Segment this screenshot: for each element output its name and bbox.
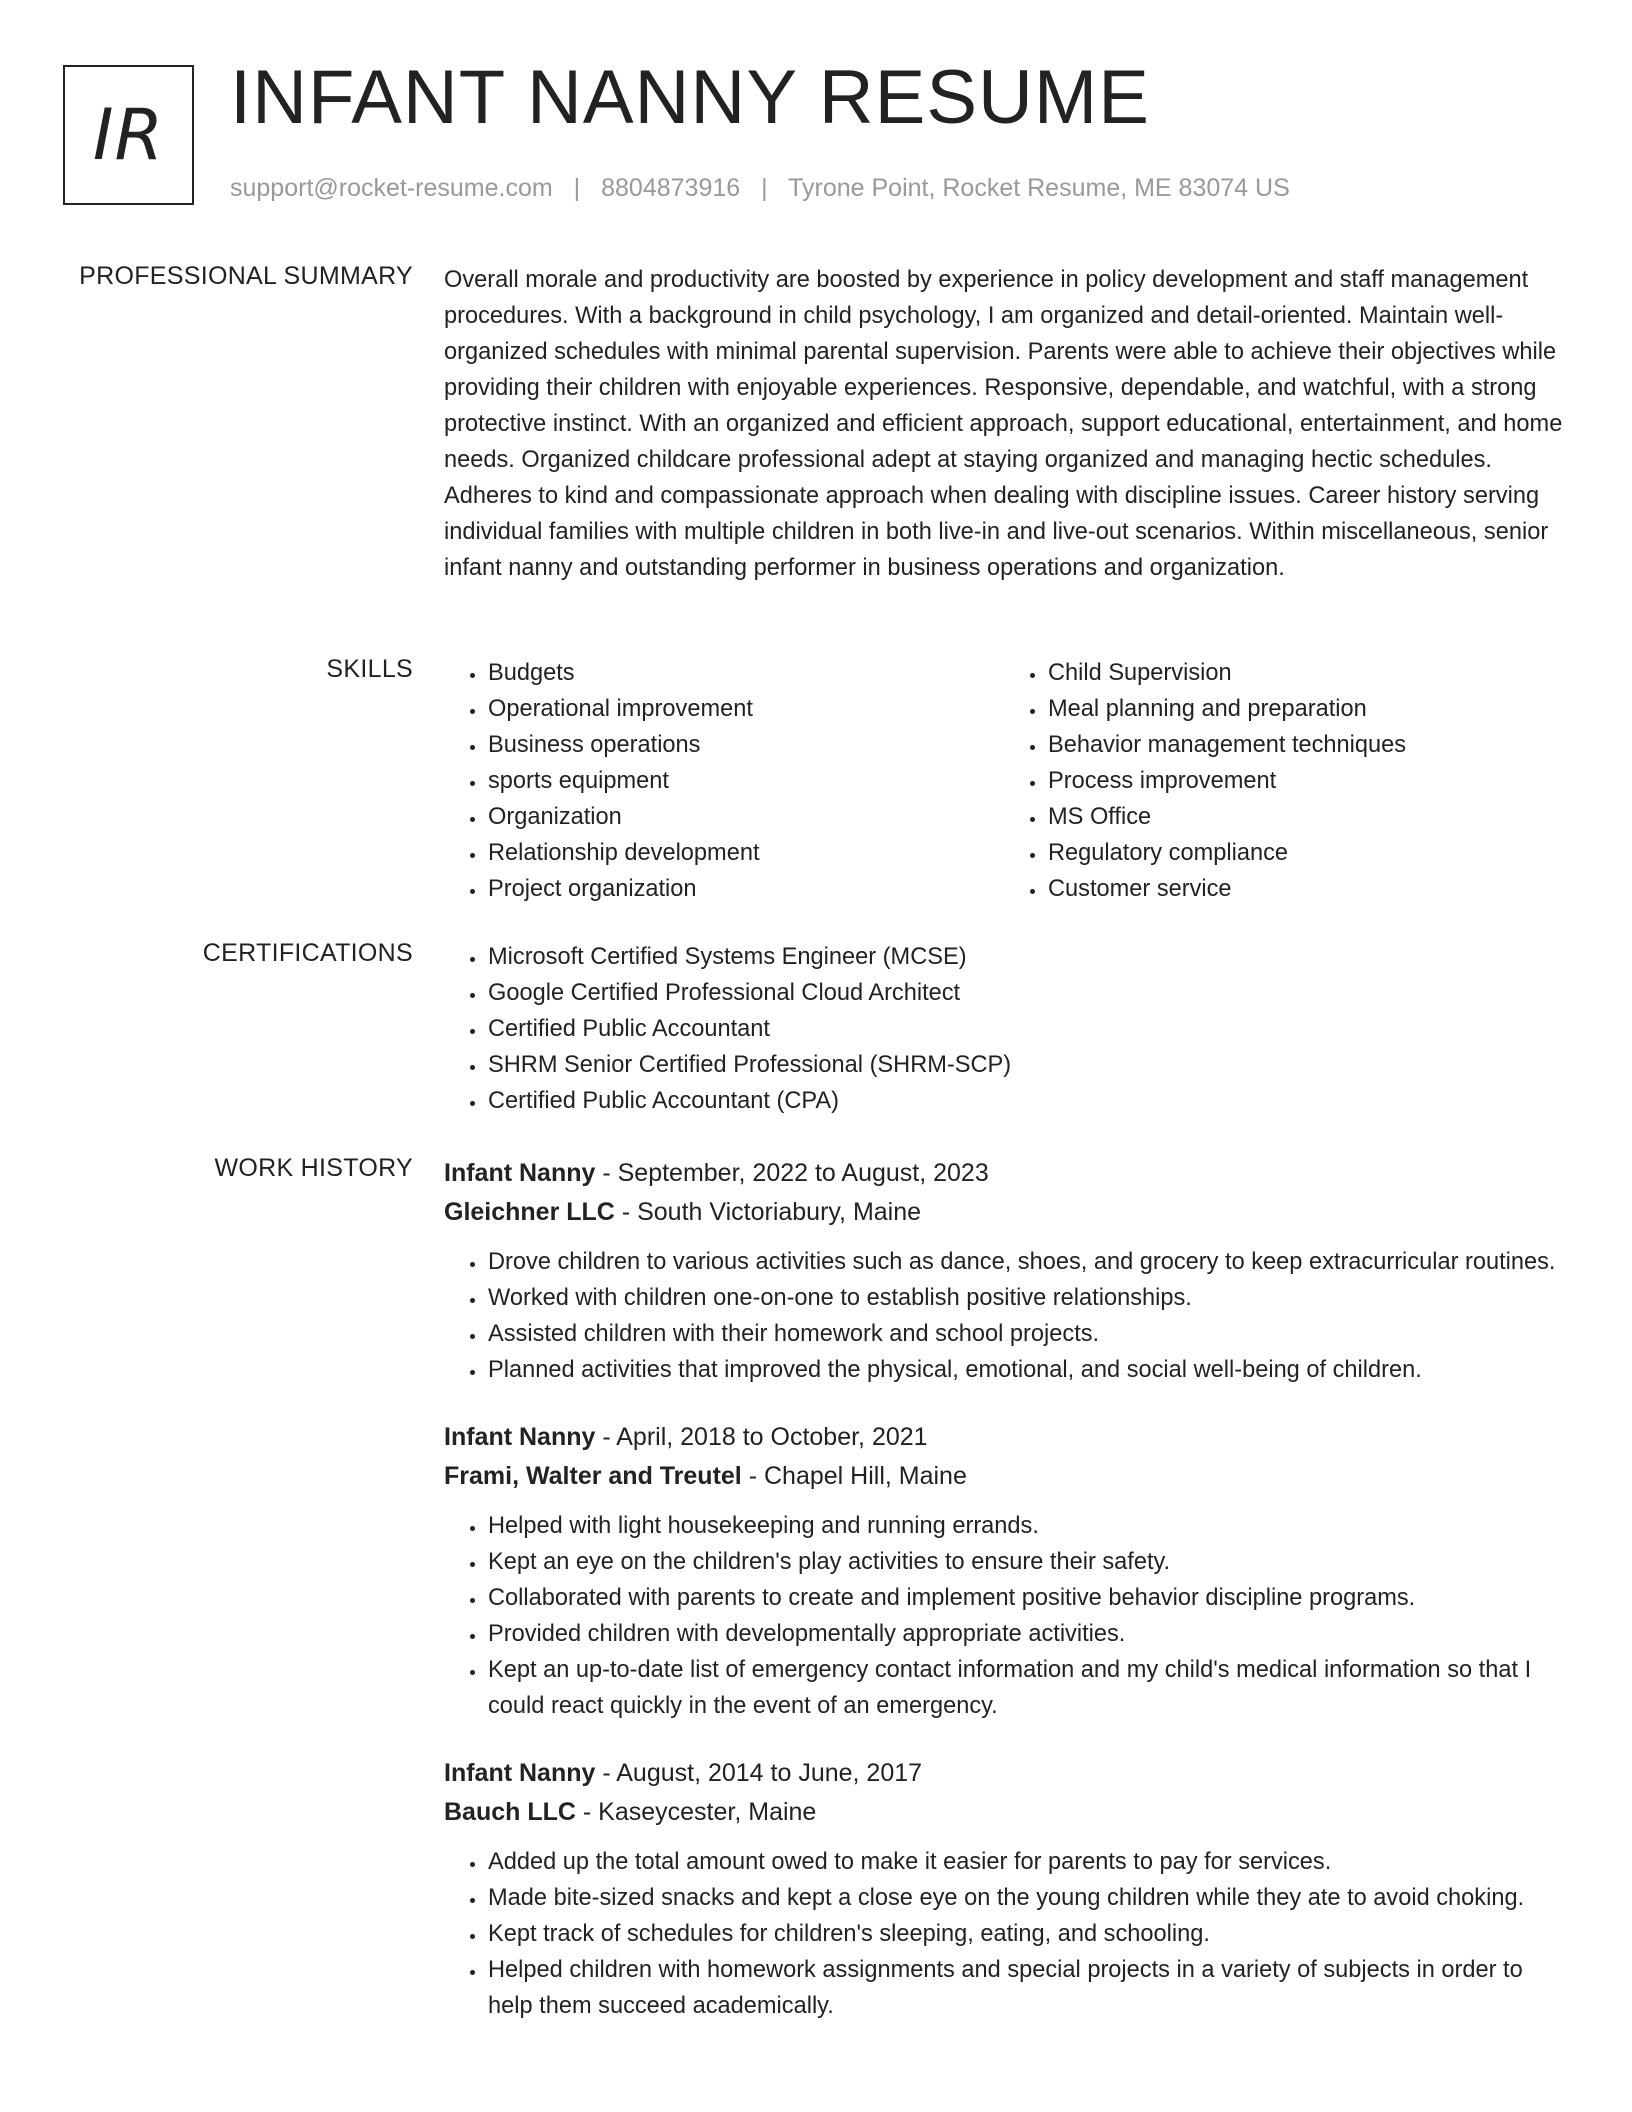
certification-item: • Certified Public Accountant bbox=[487, 1011, 1564, 1047]
job-entry bbox=[444, 1754, 1564, 2024]
section-label-certifications: CERTIFICATIONS bbox=[202, 939, 413, 967]
contact-separator: | bbox=[573, 174, 581, 202]
skill-item: • Behavior management techniques bbox=[1047, 727, 1564, 763]
job-company-line bbox=[444, 1457, 1564, 1496]
contact-email[interactable]: support@rocket-resume.com bbox=[230, 174, 553, 202]
skill-item: • sports equipment bbox=[487, 763, 1004, 799]
job-bullet: • Kept an eye on the children's play activities to ensure their safety. bbox=[487, 1544, 1564, 1580]
job-location: - Kaseycester, Maine bbox=[575, 1798, 817, 1826]
job-bullet: • Made bite-sized snacks and kept a close eye on the young children while they ate to avoid choking. bbox=[487, 1880, 1564, 1916]
job-bullet: • Helped with light housekeeping and running errands. bbox=[487, 1508, 1564, 1544]
job-company-line bbox=[444, 1793, 1564, 1832]
certification-item: • Certified Public Accountant (CPA) bbox=[487, 1083, 1564, 1119]
job-title-line bbox=[444, 1754, 1564, 1793]
job-bullets bbox=[444, 1508, 1564, 1724]
skill-item: • Child Supervision bbox=[1047, 655, 1564, 691]
skill-item: • Customer service bbox=[1047, 871, 1564, 907]
job-bullet: • Helped children with homework assignments and special projects in a variety of subjects in order to help them succeed academically. bbox=[487, 1952, 1564, 2024]
certification-item: • Google Certified Professional Cloud Architect bbox=[487, 975, 1564, 1011]
skill-item: • Regulatory compliance bbox=[1047, 835, 1564, 871]
skills-list-right bbox=[1004, 655, 1564, 907]
skills-list-left bbox=[444, 655, 1004, 907]
certification-item: • Microsoft Certified Systems Engineer (MCSE) bbox=[487, 939, 1564, 975]
job-bullet: • Planned activities that improved the physical, emotional, and social well-being of children. bbox=[487, 1352, 1564, 1388]
section-label-skills: SKILLS bbox=[326, 655, 413, 683]
job-entry bbox=[444, 1154, 1564, 1388]
contact-phone[interactable]: 8804873916 bbox=[601, 174, 741, 202]
job-bullet: • Worked with children one-on-one to establish positive relationships. bbox=[487, 1280, 1564, 1316]
job-company: Bauch LLC bbox=[444, 1798, 576, 1826]
job-bullets bbox=[444, 1244, 1564, 1388]
job-company: Gleichner LLC bbox=[444, 1198, 615, 1226]
job-dates: - April, 2018 to October, 2021 bbox=[595, 1423, 928, 1451]
certification-item: • SHRM Senior Certified Professional (SHRM-SCP) bbox=[487, 1047, 1564, 1083]
skill-item: • Relationship development bbox=[487, 835, 1004, 871]
job-bullets bbox=[444, 1844, 1564, 2024]
job-dates: - August, 2014 to June, 2017 bbox=[595, 1759, 923, 1787]
job-location: - South Victoriabury, Maine bbox=[614, 1198, 922, 1226]
skill-item: • Operational improvement bbox=[487, 691, 1004, 727]
skill-item: • MS Office bbox=[1047, 799, 1564, 835]
job-bullet: • Assisted children with their homework and school projects. bbox=[487, 1316, 1564, 1352]
monogram-initials: IR bbox=[92, 94, 165, 176]
job-title-line bbox=[444, 1154, 1564, 1193]
monogram-logo bbox=[63, 65, 194, 205]
skill-item: • Meal planning and preparation bbox=[1047, 691, 1564, 727]
contact-line bbox=[230, 174, 1290, 203]
section-label-summary: PROFESSIONAL SUMMARY bbox=[79, 262, 413, 290]
job-title: Infant Nanny bbox=[444, 1159, 596, 1187]
resume-title: INFANT NANNY RESUME bbox=[230, 55, 1150, 140]
job-company: Frami, Walter and Treutel bbox=[444, 1462, 742, 1490]
job-title-line bbox=[444, 1418, 1564, 1457]
contact-separator: | bbox=[761, 174, 768, 202]
job-title: Infant Nanny bbox=[444, 1423, 596, 1451]
skill-item: • Business operations bbox=[487, 727, 1004, 763]
job-location: - Chapel Hill, Maine bbox=[741, 1462, 967, 1490]
skill-item: • Budgets bbox=[487, 655, 1004, 691]
job-bullet: • Kept track of schedules for children's sleeping, eating, and schooling. bbox=[487, 1916, 1564, 1952]
job-bullet: • Kept an up-to-date list of emergency contact information and my child's medical information so that I could react quickly in the event of an emergency. bbox=[487, 1652, 1564, 1724]
skill-item: • Project organization bbox=[487, 871, 1004, 907]
summary-text: Overall morale and productivity are boosted by experience in policy development and staff management procedures. With a background in child psychology, I am organized and detail-oriented. Maintain well-organized schedules with minimal parental supervision. Parents were able to achieve their objectives while providing their children with enjoyable experiences. Responsive, dependable, and watchful, with a strong protective instinct. With an organized and efficient approach, support educational, entertainment, and home needs. Organized childcare professional adept at staying organized and managing hectic schedules. Adheres to kind and compassionate approach when dealing with discipline issues. Career history serving individual families with multiple children in both live-in and live-out scenarios. Within miscellaneous, senior infant nanny and outstanding performer in business operations and organization. bbox=[444, 267, 1563, 581]
certifications-list bbox=[444, 939, 1564, 1119]
job-entry bbox=[444, 1418, 1564, 1724]
contact-address: Tyrone Point, Rocket Resume, ME 83074 US bbox=[788, 174, 1290, 202]
skill-item: • Process improvement bbox=[1047, 763, 1564, 799]
job-bullet: • Collaborated with parents to create and implement positive behavior discipline programs. bbox=[487, 1580, 1564, 1616]
job-company-line bbox=[444, 1193, 1564, 1232]
job-dates: - September, 2022 to August, 2023 bbox=[595, 1159, 989, 1187]
job-title: Infant Nanny bbox=[444, 1759, 596, 1787]
skill-item: • Organization bbox=[487, 799, 1004, 835]
job-bullet: • Added up the total amount owed to make it easier for parents to pay for services. bbox=[487, 1844, 1564, 1880]
job-bullet: • Provided children with developmentally appropriate activities. bbox=[487, 1616, 1564, 1652]
section-label-work-history: WORK HISTORY bbox=[214, 1154, 413, 1182]
job-bullet: • Drove children to various activities such as dance, shoes, and grocery to keep extracurricular routines. bbox=[487, 1244, 1564, 1280]
